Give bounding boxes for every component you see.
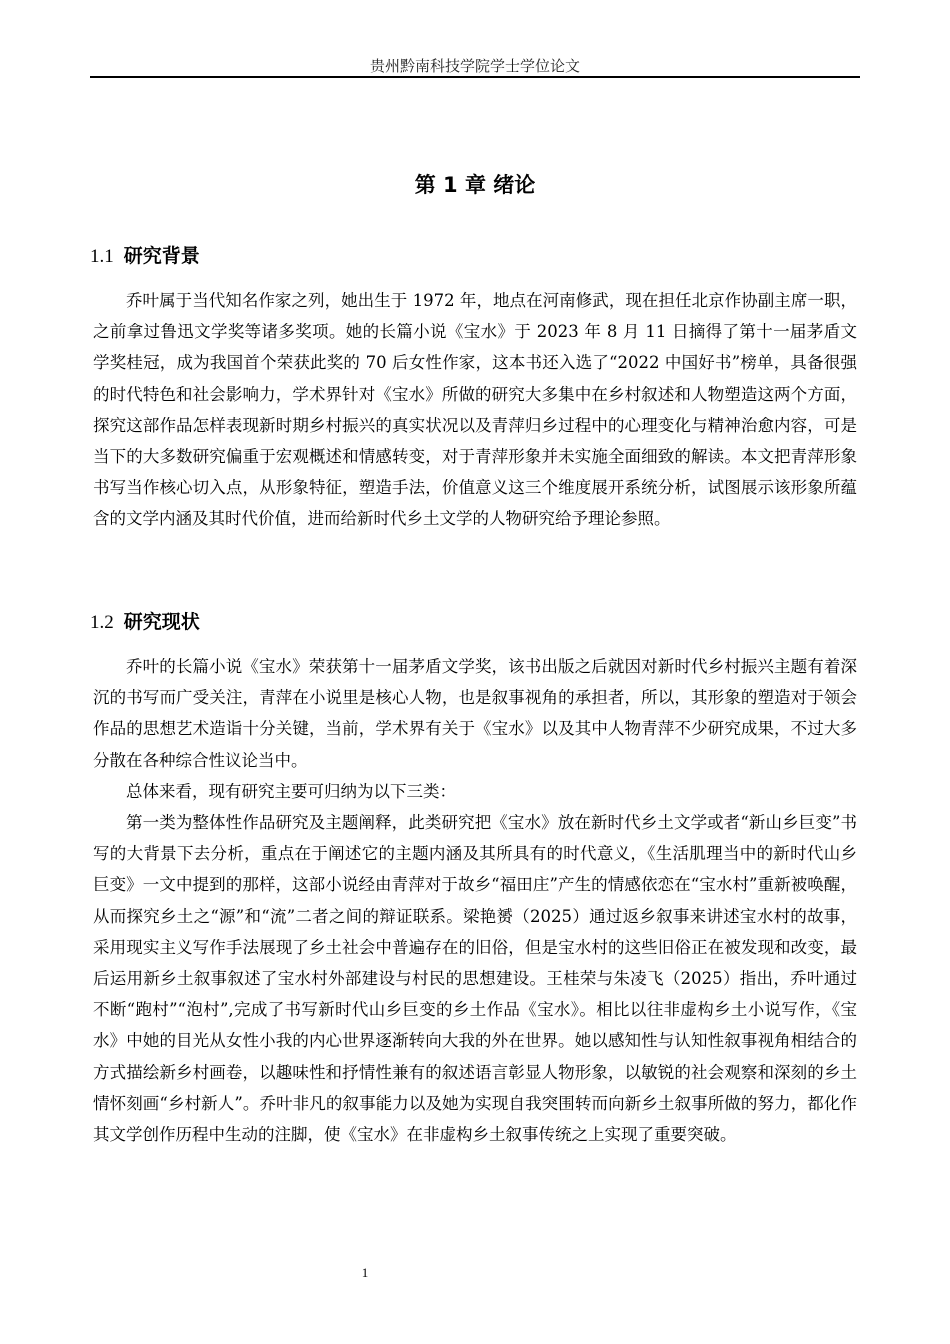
paragraph: 第一类为整体性作品研究及主题阐释，此类研究把《宝水》放在新时代乡土文学或者“新山乡巨变”书写的大背景下去分析，重点在于阐述它的主题内涵及其所具有的时代意义，《生活肌理当中的新时代山乡巨变》一文中提到的那样，这部小说经由青萍对于故乡“福田庄”产生的情感依恋在“宝水村”重新被唤醒，从而探究乡土之“源”和“流”二者之间的辩证联系。梁艳赟（2025）通过返乡叙事来讲述宝水村的故事，采用现实主义写作手法展现了乡土社会中普遍存在的旧俗，但是宝水村的这些旧俗正在被发现和改变，最后运用新乡土叙事叙述了宝水村外部建设与村民的思想建设。王桂荣与朱凌飞（2025）指出，乔叶通过不断“跑村”“泡村”,完成了书写新时代山乡巨变的乡土作品《宝水》。相比以往非虚构乡土小说写作，《宝水》中她的目光从女性小我的内心世界逐渐转向大我的外在世界。她以感知性与认知性叙事视角相结合的方式描绘新乡村画卷，以趣味性和抒情性兼有的叙述语言彰显人物形象，以敏锐的社会观察和深刻的乡土情怀刻画“乡村新人”。乔叶非凡的叙事能力以及她为实现自我突围转而向新乡土叙事所做的努力，都化作其文学创作历程中生动的注脚，使《宝水》在非虚构乡土叙事传统之上实现了重要突破。 [93,813,857,1145]
paragraph: 乔叶属于当代知名作家之列，她出生于 1972 年，地点在河南修武，现在担任北京作协副主席一职，之前拿过鲁迅文学奖等诸多奖项。她的长篇小说《宝水》于 2023 年 8 月 11 日摘得了第十一届茅盾文学奖桂冠，成为我国首个荣获此奖的 70 后女性作家，这本书还入选了“2022 中国好书”榜单，具备很强的时代特色和社会影响力，学术界针对《宝水》所做的研究大多集中在乡村叙述和人物塑造这两个方面，探究这部作品怎样表现新时期乡村振兴的真实状况以及青萍归乡过程中的心理变化与精神治愈内容，可是当下的大多数研究偏重于宏观概述和情感转变，对于青萍形象并未实施全面细致的解读。本文把青萍形象书写当作核心切入点，从形象特征，塑造手法，价值意义这三个维度展开系统分析，试图展示该形象所蕴含的文学内涵及其时代价值，进而给新时代乡土文学的人物研究给予理论参照。 [93,291,857,529]
header-title: 贵州黔南科技学院学士学位论文 [369,57,580,75]
section-heading-1-1 [90,243,860,270]
section-body-1-2 [93,651,857,1150]
section-number: 1.1 [90,246,114,267]
chapter-title: 第 1 章 绪论 [414,173,536,197]
section-heading-1-2 [90,609,860,636]
section-number: 1.2 [90,612,114,633]
section-title: 研究现状 [123,611,200,633]
section-title: 研究背景 [123,245,200,267]
paragraph: 总体来看，现有研究主要可归纳为以下三类： [126,781,456,801]
page-number: 1 [361,1265,369,1280]
section-body-1-1 [93,285,857,535]
page-header [90,0,860,78]
paragraph: 乔叶的长篇小说《宝水》荣获第十一届茅盾文学奖，该书出版之后就因对新时代乡村振兴主题有着深沉的书写而广受关注，青萍在小说里是核心人物，也是叙事视角的承担者，所以，其形象的塑造对于领会作品的思想艺术造诣十分关键，当前，学术界有关于《宝水》以及其中人物青萍不少研究成果，不过大多分散在各种综合性议论当中。 [93,657,857,770]
